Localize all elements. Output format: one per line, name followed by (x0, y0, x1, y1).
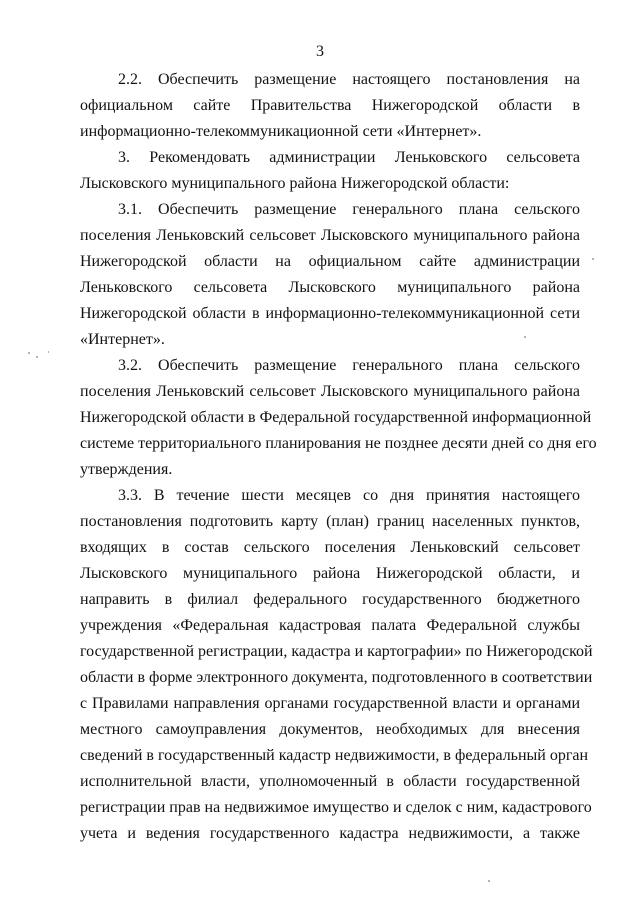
text-line: поселения Леньковский сельсовет Лысковского муниципального района (80, 383, 580, 400)
scan-speck (488, 880, 490, 882)
text-line: поселения Леньковский сельсовет Лысковского муниципального района (80, 227, 580, 244)
text-line: Нижегородской области в Федеральной государственной информационной (80, 409, 592, 426)
text-line: информационно-телекоммуникационной сети «Интернет». (80, 123, 482, 140)
page-number: 3 (316, 43, 324, 60)
text-line: 3.1. Обеспечить размещение генерального плана сельского (118, 201, 580, 218)
text-line: сведений в государственный кадастр недвижимости, в федеральный орган (80, 747, 589, 764)
text-line: учреждения «Федеральная кадастровая палата Федеральной службы (80, 617, 580, 634)
text-line: 3.3. В течение шести месяцев со дня принятия настоящего (118, 487, 580, 504)
text-line: 3.2. Обеспечить размещение генерального плана сельского (118, 357, 580, 374)
text-line: входящих в состав сельского поселения Леньковский сельсовет (80, 539, 580, 556)
text-line: системе территориального планирования не позднее десяти дней со дня его (80, 435, 597, 452)
text-line: местного самоуправления документов, необходимых для внесения (80, 721, 580, 738)
scan-speck (592, 258, 594, 260)
text-line: области в форме электронного документа, подготовленного в соответствии (80, 669, 593, 686)
scan-speck (36, 356, 38, 358)
text-line: государственной регистрации, кадастра и картографии» по Нижегородской (80, 643, 593, 660)
text-line: с Правилами направления органами государственной власти и органами (80, 695, 580, 712)
text-line: Леньковского сельсовета Лысковского муниципального района (80, 279, 580, 296)
text-line: Лысковского муниципального района Нижегородской области: (80, 175, 510, 192)
text-line: Лысковского муниципального района Нижегородской области, и (80, 565, 580, 582)
text-line: постановления подготовить карту (план) границ населенных пунктов, (80, 513, 580, 530)
text-line: учета и ведения государственного кадастра недвижимости, а также (80, 825, 580, 842)
scan-speck (48, 351, 49, 353)
text-line: направить в филиал федерального государственного бюджетного (80, 591, 580, 608)
scan-speck (28, 352, 30, 354)
scan-speck (524, 336, 526, 338)
text-line: Нижегородской области в информационно-телекоммуникационной сети (80, 305, 580, 322)
text-line: регистрации прав на недвижимое имущество и сделок с ним, кадастрового (80, 799, 592, 816)
text-line: 2.2. Обеспечить размещение настоящего постановления на (118, 71, 580, 88)
text-line: «Интернет». (80, 331, 165, 348)
text-line: официальном сайте Правительства Нижегородской области в (80, 97, 580, 114)
text-line: утверждения. (80, 461, 173, 478)
text-line: 3. Рекомендовать администрации Леньковского сельсовета (118, 149, 580, 166)
text-line: Нижегородской области на официальном сайте администрации (80, 253, 580, 270)
text-line: исполнительной власти, уполномоченный в области государственной (80, 773, 580, 790)
